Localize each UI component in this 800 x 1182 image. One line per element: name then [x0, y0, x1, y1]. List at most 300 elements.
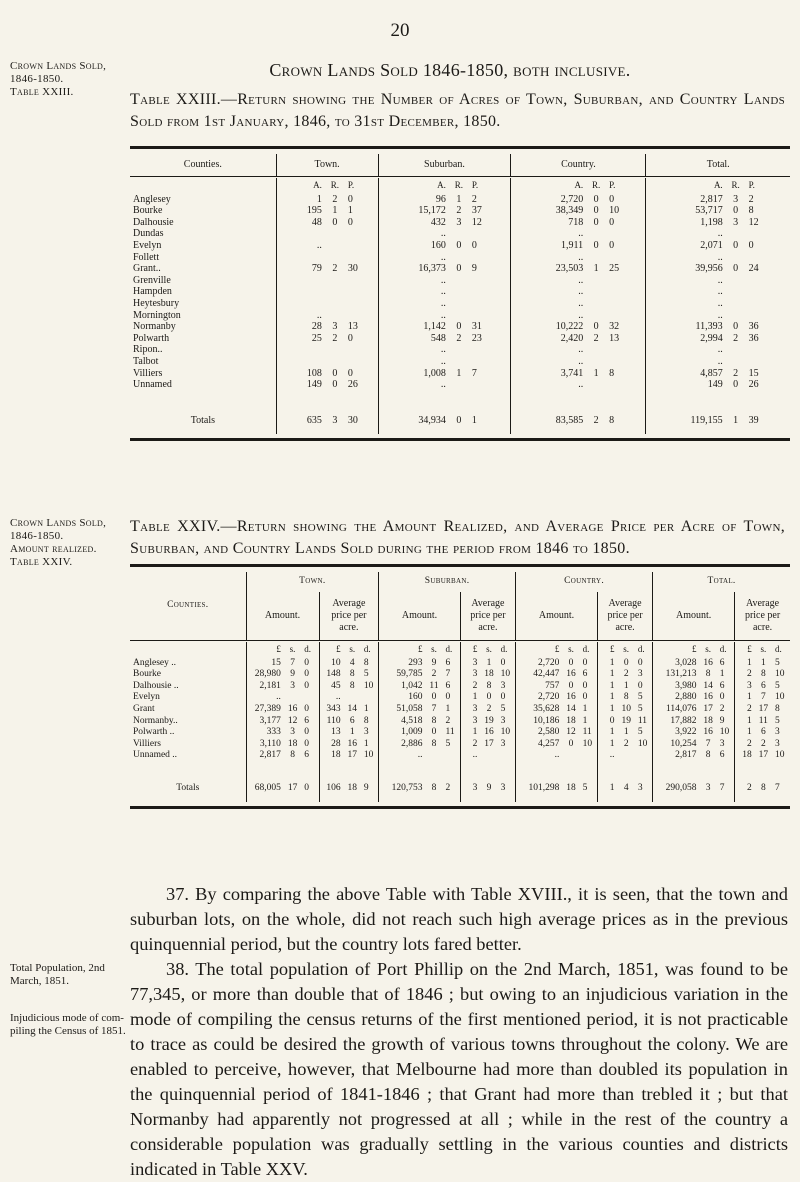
cell-town: 3: [332, 414, 338, 426]
cell-ta: 0: [304, 738, 309, 749]
cell-tp: 13: [319, 727, 344, 739]
cell-xa: 3: [719, 738, 725, 749]
cell-sp: [480, 750, 497, 762]
cell-town: 0: [332, 216, 338, 228]
cell-town: 195: [276, 205, 325, 217]
cell-cp: 1: [623, 727, 629, 738]
cell-total: 1,198: [646, 217, 726, 229]
header-average: Average price per acre.: [460, 592, 515, 641]
cell-sa: [442, 750, 460, 762]
cell-cp: 11: [637, 715, 647, 726]
cell-sub: [449, 379, 469, 391]
cell-xp: 11: [758, 715, 768, 726]
cell-town: 0: [332, 379, 338, 391]
cell-sub: 34,934: [378, 407, 449, 434]
cell-sp: 2: [486, 703, 492, 714]
cell-total: ..: [646, 356, 726, 368]
cell-total: ..: [646, 275, 726, 287]
cell-cp: 3: [637, 783, 643, 794]
cell-cp: 0: [637, 680, 643, 691]
table24: [130, 560, 790, 814]
cell-sp: 3: [500, 738, 506, 749]
unit-pounds: £: [735, 642, 755, 658]
cell-country: [606, 286, 646, 298]
margin-line: Crown Lands Sold,: [10, 517, 107, 529]
cell-sub: ..: [378, 228, 449, 240]
table-row: [130, 727, 790, 739]
cell-sp: 9: [486, 783, 492, 794]
cell-ta: 28,980: [246, 669, 284, 681]
header-amount: Amount.: [379, 592, 461, 641]
table-row: [130, 228, 790, 240]
cell-sub: ..: [378, 298, 449, 310]
county-name: Bourke: [133, 669, 161, 680]
cell-xa: 7: [705, 738, 711, 749]
cell-sub: [469, 298, 511, 310]
cell-town: [345, 298, 378, 310]
cell-ta: 333: [246, 727, 284, 739]
cell-town: [325, 252, 345, 264]
cell-tp: 3: [363, 727, 369, 738]
cell-country: ..: [511, 310, 586, 322]
unit-roods: R.: [330, 179, 339, 190]
cell-sub: 12: [471, 216, 482, 228]
gap: [379, 762, 461, 776]
cell-sp: [498, 750, 516, 762]
cell-sp: 19: [484, 715, 494, 726]
cell-country: [586, 286, 606, 298]
cell-sp: 18: [484, 669, 494, 680]
cell-xp: 3: [775, 738, 780, 749]
cell-country: 32: [609, 321, 620, 333]
county-name: Unnamed: [133, 379, 172, 391]
unit-pence: d.: [719, 643, 727, 654]
cell-town: 13: [347, 321, 358, 333]
cell-sa: 11: [445, 727, 455, 738]
margin-line: March, 1851.: [10, 975, 69, 987]
unit-spacer: [130, 642, 246, 658]
cell-country: 38,349: [511, 205, 586, 217]
cell-xp: 8: [760, 783, 766, 794]
cell-tp: 28: [319, 739, 344, 751]
cell-cp: [618, 750, 635, 762]
cell-xa: 2: [719, 703, 725, 714]
cell-country: 8: [609, 414, 615, 426]
cell-sub: [469, 252, 511, 264]
cell-total: ..: [646, 228, 726, 240]
table-row: [130, 321, 790, 333]
cell-town: 149: [276, 379, 325, 391]
cell-xp: 8: [760, 669, 766, 680]
cell-ta: 0: [304, 669, 309, 680]
cell-country: 1,911: [511, 240, 586, 252]
cell-sp: ..: [460, 750, 480, 762]
cell-sa: 2: [445, 783, 451, 794]
cell-ta: [301, 692, 319, 704]
cell-country: [606, 310, 646, 322]
cell-sa: 51,058: [379, 704, 426, 716]
cell-town: [325, 275, 345, 287]
cell-xa: 0: [719, 692, 725, 703]
cell-xa: 10,254: [653, 739, 700, 751]
cell-xa: 10: [719, 727, 730, 738]
county-name: Talbot: [133, 355, 159, 367]
unit-pounds: £: [319, 642, 344, 658]
cell-total: 0: [748, 239, 754, 251]
cell-country: 83,585: [511, 407, 586, 434]
cell-cp: 5: [637, 703, 643, 714]
cell-tp: 9: [363, 783, 369, 794]
cell-tp: 8: [363, 657, 369, 668]
cell-tp: 6: [349, 715, 355, 726]
cell-xp: 8: [775, 703, 780, 714]
cell-xp: 7: [760, 692, 766, 703]
unit-pounds: £: [460, 642, 480, 658]
cell-country: 0: [593, 239, 599, 251]
cell-total: [726, 298, 746, 310]
cell-cp: 2: [623, 669, 629, 680]
margin-line: Table XXIII.: [10, 86, 74, 98]
cell-sub: ..: [378, 310, 449, 322]
cell-town: 2: [332, 193, 338, 205]
margin-line: 1846-1850.: [10, 530, 64, 542]
header-suburban: Suburban.: [378, 154, 511, 177]
cell-ca: 0: [582, 692, 588, 703]
county-name: Evelyn: [133, 692, 160, 703]
cell-tp: 45: [319, 681, 344, 693]
unit-perches: P.: [347, 179, 355, 190]
cell-total: 12: [748, 216, 759, 228]
county-name: Villiers: [133, 367, 163, 379]
cell-total: 2: [748, 193, 754, 205]
cell-country: 718: [511, 217, 586, 229]
cell-ta: 2,181: [246, 681, 284, 693]
cell-town: [345, 310, 378, 322]
cell-total: 24: [748, 263, 759, 275]
cell-xp: 5: [775, 657, 780, 668]
cell-country: 8: [609, 367, 615, 379]
cell-town: [345, 356, 378, 368]
cell-ta: 18: [287, 738, 298, 749]
cell-country: [606, 228, 646, 240]
cell-total: ..: [646, 344, 726, 356]
table-row: [130, 692, 790, 704]
cell-tp: 5: [363, 669, 369, 680]
cell-ca: 6: [582, 669, 588, 680]
cell-total: [746, 228, 790, 240]
cell-tp: 343: [319, 704, 344, 716]
cell-sub: 16,373: [378, 263, 449, 275]
cell-cp: 0: [597, 716, 617, 728]
paragraph-37: 37. By comparing the above Table with Table XVIII., it is seen, that the town and suburban lots, on the whole, did not reach such high average prices as in the previous quinquennial period, but the country lots fared better.: [130, 884, 788, 954]
cell-sub: [469, 356, 511, 368]
unit-shillings: s.: [431, 643, 437, 654]
cell-cp: 2: [623, 738, 629, 749]
cell-sp: 16: [484, 727, 494, 738]
table-row: [130, 252, 790, 264]
county-name: Normanby: [133, 321, 176, 333]
cell-ta: ..: [246, 692, 284, 704]
county-name: Hampden: [133, 286, 172, 298]
cell-ca: 757: [516, 681, 563, 693]
cell-ca: 18: [566, 715, 576, 726]
cell-total: 3: [733, 193, 739, 205]
section-heading: Crown Lands Sold 1846-1850, both inclusive.: [269, 60, 631, 80]
cell-country: 0: [593, 193, 599, 205]
unit-shillings: s.: [705, 643, 712, 654]
cell-tp: [361, 692, 379, 704]
cell-ca: 16: [566, 669, 576, 680]
cell-xa: 17,882: [653, 716, 700, 728]
cell-total: 4,857: [646, 368, 726, 380]
cell-town: [325, 240, 345, 252]
cell-ca: 1: [582, 703, 588, 714]
margin-note-population: [10, 962, 130, 988]
cell-sub: 9: [471, 263, 477, 275]
table-row: [130, 310, 790, 322]
gap: [276, 391, 378, 408]
cell-xp: 3: [735, 681, 755, 693]
cell-town: 30: [347, 263, 358, 275]
gap: [246, 762, 319, 776]
cell-sa: 4,518: [379, 716, 426, 728]
cell-ta: 0: [304, 783, 309, 794]
cell-sp: 3: [460, 704, 480, 716]
cell-country: [586, 310, 606, 322]
cell-total: ..: [646, 310, 726, 322]
cell-country: 2,420: [511, 333, 586, 345]
cell-xa: 2,817: [653, 750, 700, 762]
cell-sub: [449, 344, 469, 356]
county-name: Grenville: [133, 274, 171, 286]
cell-ca: 2,580: [516, 727, 563, 739]
cell-town: [325, 286, 345, 298]
cell-tp: 10: [319, 658, 344, 670]
cell-sp: 0: [486, 692, 492, 703]
cell-xa: 18: [703, 715, 713, 726]
cell-xa: 16: [703, 692, 713, 703]
cell-ca: 12: [566, 727, 576, 738]
cell-ta: 3,177: [246, 716, 284, 728]
cell-town: 79: [276, 263, 325, 275]
cell-town: 0: [332, 367, 338, 379]
unit-pounds: £: [653, 642, 700, 658]
cell-cp: 1: [597, 658, 617, 670]
table-row: [130, 240, 790, 252]
cell-country: ..: [511, 344, 586, 356]
cell-total: 2,817: [646, 194, 726, 206]
cell-town: [325, 356, 345, 368]
paragraph-38: 38. The total population of Port Phillip on the 2nd March, 1851, was found to be 77,345, or more than double that of 1846 ; but owing to an injudicious variation in the mode of compiling the census returns of the first mentioned period, it is not practicable to trace as could be desired the growth of various towns throughout the colony. We are enabled to perceive, however, that Melbourne had more than doubled its population in the quinquennial period of 1841-1846 ; that Grant had more than trebled it ; but that Normanby had apparently not progressed at all ; while in the rest of the country a considerable population was gradually settling in the various counties and districts indicated in Table XXV.: [130, 959, 788, 1179]
cell-total: 3: [733, 216, 739, 228]
cell-sub: ..: [378, 252, 449, 264]
cell-sub: 2: [471, 193, 477, 205]
cell-town: [345, 344, 378, 356]
cell-total: 2: [733, 367, 739, 379]
unit-pence: d.: [582, 643, 590, 654]
cell-total: 2,994: [646, 333, 726, 345]
cell-town: 26: [347, 379, 358, 391]
cell-total: [746, 310, 790, 322]
cell-ca: 0: [582, 657, 588, 668]
table-row: [130, 658, 790, 670]
cell-ca: 0: [582, 680, 588, 691]
cell-sub: 160: [378, 240, 449, 252]
cell-cp: 1: [597, 704, 617, 716]
cell-xa: 8: [705, 750, 711, 761]
cell-total: [726, 286, 746, 298]
cell-sa: 11: [429, 680, 439, 691]
cell-country: 0: [593, 205, 599, 217]
cell-sub: [449, 310, 469, 322]
cell-town: 3: [332, 321, 338, 333]
cell-sub: [449, 228, 469, 240]
county-name: Unnamed ..: [133, 750, 178, 761]
cell-country: [586, 356, 606, 368]
cell-town: [345, 275, 378, 287]
gap: [646, 391, 790, 408]
cell-tp: 18: [319, 750, 344, 762]
cell-xp: 7: [775, 783, 780, 794]
cell-xa: 17: [703, 703, 713, 714]
cell-xp: 1: [735, 716, 755, 728]
cell-total: 39,956: [646, 263, 726, 275]
cell-country: 1: [593, 263, 599, 275]
table-row: [130, 368, 790, 380]
cell-xp: 5: [775, 715, 780, 726]
margin-line: Crown Lands Sold,: [10, 60, 107, 72]
cell-cp: 1: [597, 681, 617, 693]
cell-country: 0: [609, 193, 615, 205]
cell-xp: 1: [735, 727, 755, 739]
cell-xp: 17: [758, 703, 769, 714]
cell-country: [606, 379, 646, 391]
cell-sub: 1,008: [378, 368, 449, 380]
cell-total: 39: [748, 414, 759, 426]
unit-pence: d.: [363, 643, 371, 654]
cell-ca: 35,628: [516, 704, 563, 716]
gap: [597, 762, 652, 776]
cell-xp: 1: [735, 658, 755, 670]
cell-sa: 2: [445, 715, 451, 726]
unit-perches: P.: [471, 179, 479, 190]
cell-total: [746, 252, 790, 264]
cell-sub: [469, 228, 511, 240]
cell-ca: 0: [568, 738, 574, 749]
cell-ca: 0: [568, 657, 574, 668]
cell-total: [726, 252, 746, 264]
cell-total: 11,393: [646, 321, 726, 333]
cell-town: [345, 286, 378, 298]
cell-ta: 12: [287, 715, 298, 726]
unit-roods: R.: [731, 179, 740, 190]
cell-country: ..: [511, 275, 586, 287]
cell-sp: 1: [486, 657, 492, 668]
cell-cp: 10: [637, 738, 648, 749]
county-name: Bourke: [133, 205, 163, 217]
unit-spacer: [130, 178, 276, 194]
cell-tp: 8: [349, 680, 355, 691]
cell-total: [746, 275, 790, 287]
cell-total: 8: [748, 205, 754, 217]
county-name: Heytesbury: [133, 297, 180, 309]
cell-sub: [469, 286, 511, 298]
cell-total: [746, 298, 790, 310]
cell-country: 10,222: [511, 321, 586, 333]
cell-town: [276, 298, 325, 310]
cell-xp: 18: [735, 750, 755, 762]
header-average: Average price per acre.: [597, 592, 652, 641]
table-row: [130, 681, 790, 693]
unit-perches: P.: [609, 179, 616, 190]
margin-note-table24: [10, 517, 130, 569]
cell-town: 2: [332, 263, 338, 275]
cell-tp: 10: [363, 750, 374, 761]
table-row: [130, 739, 790, 751]
table-row: [130, 356, 790, 368]
cell-total: 1: [733, 414, 739, 426]
cell-sp: 8: [486, 680, 492, 691]
cell-sub: 7: [471, 367, 477, 379]
cell-xp: 10: [775, 669, 785, 680]
cell-total: 0: [733, 239, 739, 251]
cell-xa: 3: [705, 783, 711, 794]
cell-ca: 4,257: [516, 739, 563, 751]
cell-country: 2: [593, 414, 599, 426]
table-row: [130, 217, 790, 229]
cell-sub: ..: [378, 356, 449, 368]
cell-town: 1: [332, 205, 338, 217]
cell-xp: 5: [775, 680, 780, 691]
header-amount: Amount.: [653, 592, 735, 641]
cell-sub: 1,142: [378, 321, 449, 333]
cell-sa: [426, 750, 443, 762]
cell-tp: 110: [319, 716, 344, 728]
cell-ca: 11: [582, 727, 592, 738]
cell-sub: [469, 344, 511, 356]
cell-sub: ..: [378, 275, 449, 287]
cell-ta: 3: [290, 680, 295, 691]
cell-ca: [580, 750, 598, 762]
cell-tp: 4: [349, 657, 355, 668]
cell-ta: 17: [287, 783, 298, 794]
cell-ta: 6: [304, 750, 309, 761]
cell-xa: 16: [703, 657, 713, 668]
cell-town: 0: [347, 193, 353, 205]
cell-sub: 548: [378, 333, 449, 345]
cell-sa: 293: [379, 658, 426, 670]
cell-cp: 0: [637, 657, 643, 668]
cell-town: 25: [276, 333, 325, 345]
unit-pence: d.: [445, 643, 453, 654]
header-town: Town.: [276, 154, 378, 177]
margin-line: Injudicious mode of com-: [10, 1012, 124, 1024]
unit-pence: d.: [775, 643, 782, 654]
cell-sa: 2,886: [379, 739, 426, 751]
cell-country: [606, 344, 646, 356]
cell-sub: 1: [456, 193, 462, 205]
table-row: [130, 379, 790, 391]
unit-pounds: £: [597, 642, 617, 658]
cell-country: 10: [609, 205, 620, 217]
cell-country: [606, 275, 646, 287]
cell-sa: 8: [431, 783, 437, 794]
cell-sp: 3: [500, 783, 506, 794]
cell-town: [345, 228, 378, 240]
cell-country: 0: [593, 321, 599, 333]
cell-town: 0: [347, 367, 353, 379]
cell-ca: 42,447: [516, 669, 563, 681]
